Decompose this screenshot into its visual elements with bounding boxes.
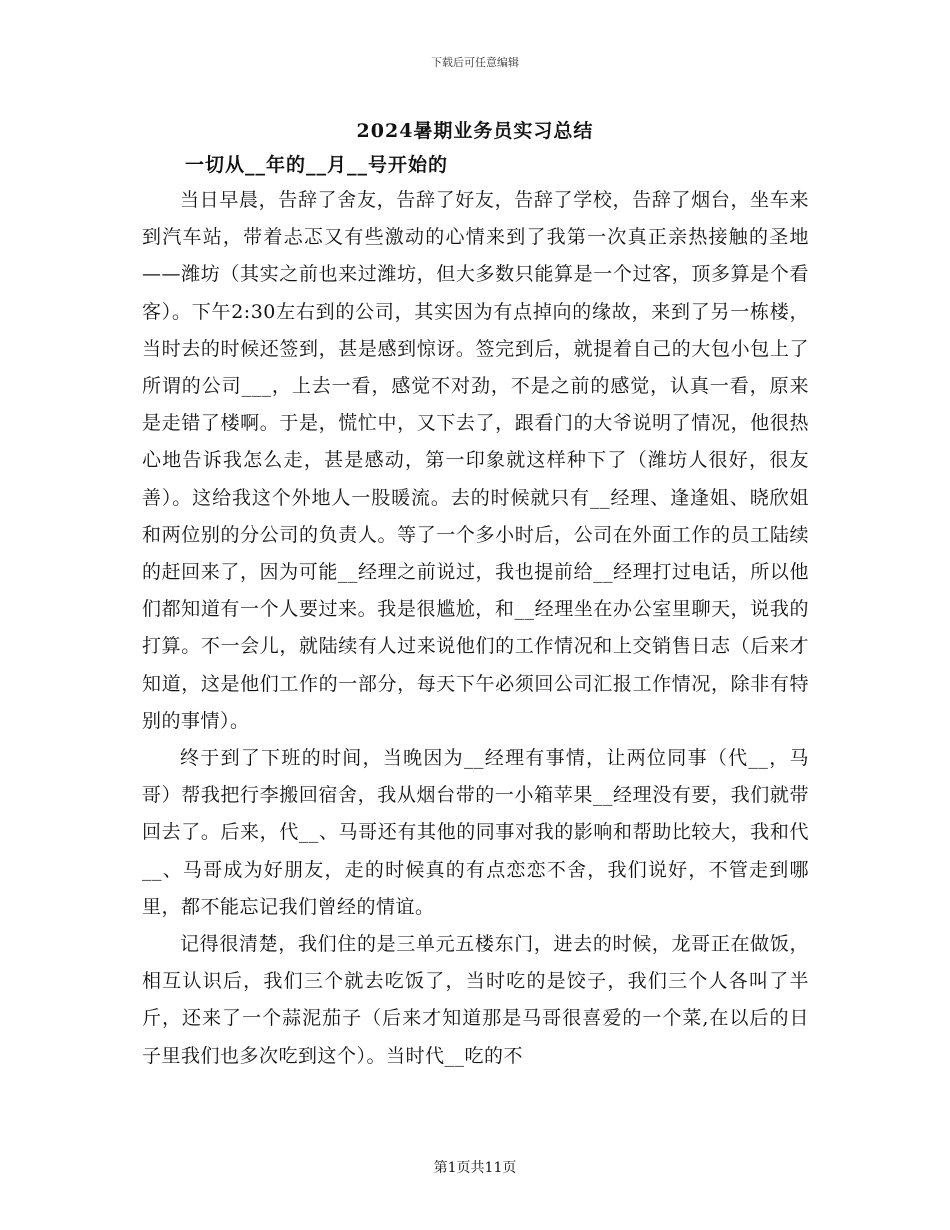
document-subtitle: 一切从__年的__月__号开始的	[185, 154, 449, 176]
paragraph-2: 终于到了下班的时间，当晚因为__经理有事情，让两位同事（代__，马哥）帮我把行李搬回宿舍，我从烟台带的一小箱苹果__经理没有要，我们就带回去了。后来，代__、马哥还有其他的同事对我的影响和帮助比较大，我和代__、马哥成为好朋友，走的时候真的有点恋恋不舍，我们说好，不管走到哪里，都不能忘记我们曾经的情谊。	[142, 747, 809, 918]
document-body	[142, 182, 809, 1075]
paragraph-3: 记得很清楚，我们住的是三单元五楼东门，进去的时候，龙哥正在做饭，相互认识后，我们三个就去吃饭了，当时吃的是饺子，我们三个人各叫了半斤，还来了一个蒜泥茄子（后来才知道那是马哥很喜爱的一个菜,在以后的日子里我们也多次吃到这个）。当时代__吃的不	[142, 933, 809, 1067]
document-title: 2024暑期业务员实习总结	[356, 120, 594, 142]
header-note: 下载后可任意编辑	[431, 56, 519, 69]
page-number-footer: 第1页共11页	[433, 1160, 517, 1176]
paragraph-1: 当日早晨，告辞了舍友，告辞了好友，告辞了学校，告辞了烟台，坐车来到汽车站，带着忐忑又有些激动的心情来到了我第一次真正亲热接触的圣地——潍坊（其实之前也来过潍坊，但大多数只能算是一个过客，顶多算是个看客）。下午2:30左右到的公司，其实因为有点掉向的缘故，来到了另一栋楼，当时去的时候还签到，甚是感到惊讶。签完到后，就提着自己的大包小包上了所谓的公司___，上去一看，感觉不对劲，不是之前的感觉，认真一看，原来是走错了楼啊。于是，慌忙中，又下去了，跟看门的大爷说明了情况，他很热心地告诉我怎么走，甚是感动，第一印象就这样种下了（潍坊人很好，很友善）。这给我这个外地人一股暖流。去的时候就只有__经理、逢逢姐、晓欣姐和两位别的分公司的负责人。等了一个多小时后，公司在外面工作的员工陆续的赶回来了，因为可能__经理之前说过，我也提前给__经理打过电话，所以他们都知道有一个人要过来。我是很尴尬，和__经理坐在办公室里聊天，说我的打算。不一会儿，就陆续有人过来说他们的工作情况和上交销售日志（后来才知道，这是他们工作的一部分，每天下午必须回公司汇报工作情况，除非有特别的事情）。	[142, 189, 809, 732]
